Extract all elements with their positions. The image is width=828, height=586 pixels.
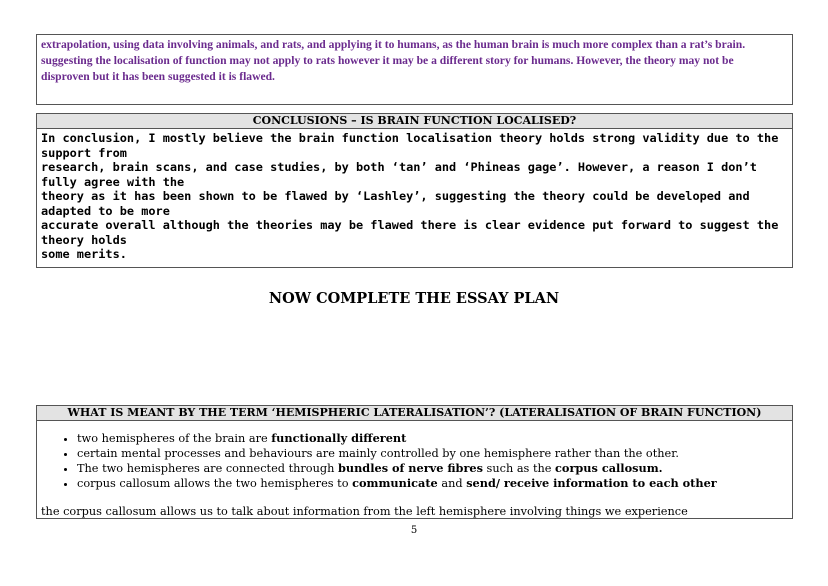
lateralisation-trailing-text: the corpus callosum allows us to talk about information from the left hemisphere involving things we experience <box>41 505 688 518</box>
conclusions-box <box>36 113 793 268</box>
list-item: • corpus callosum allows the two hemispheres to communicate and send/ receive information to each other <box>77 476 792 491</box>
conclusions-line-2: research, brain scans, and case studies, by both ‘tan’ and ‘Phineas gage’. However, a reason I don’t fully agree with the <box>41 160 757 189</box>
top-text-box <box>36 34 793 105</box>
page-number: 5 <box>410 525 418 536</box>
conclusions-line-5: some merits. <box>41 247 127 261</box>
lateralisation-bullet-list <box>37 431 792 491</box>
top-line-1: extrapolation, using data involving animals, and rats, and applying it to humans, as the human brain is much more complex than a rat’s brain. <box>41 38 746 51</box>
conclusions-line-4: accurate overall although the theories may be flawed there is clear evidence put forward to suggest the theory holds <box>41 218 779 247</box>
conclusions-line-3: theory as it has been shown to be flawed by ‘Lashley’, suggesting the theory could be developed and adapted to be more <box>41 189 750 218</box>
lateralisation-header: WHAT IS MEANT BY THE TERM ‘HEMISPHERIC LATERALISATION’? (LATERALISATION OF BRAIN FUNCTION) <box>37 406 792 421</box>
top-line-2: suggesting the localisation of function may not apply to rats however it may be a different story for humans. However, the theory may not be <box>41 54 734 67</box>
list-item: • certain mental processes and behaviours are mainly controlled by one hemisphere rather than the other. <box>77 446 792 461</box>
list-item: • The two hemispheres are connected through bundles of nerve fibres such as the corpus callosum. <box>77 461 792 476</box>
lateralisation-box <box>36 405 793 519</box>
conclusions-body <box>37 129 792 264</box>
essay-plan-heading: NOW COMPLETE THE ESSAY PLAN <box>268 290 560 307</box>
top-line-3: disproven but it has been suggested it is flawed. <box>41 70 275 83</box>
conclusions-line-1: In conclusion, I mostly believe the brain function localisation theory holds strong validity due to the support from <box>41 131 779 160</box>
list-item: • two hemispheres of the brain are functionally different <box>77 431 792 446</box>
conclusions-header: CONCLUSIONS – IS BRAIN FUNCTION LOCALISED? <box>37 114 792 129</box>
